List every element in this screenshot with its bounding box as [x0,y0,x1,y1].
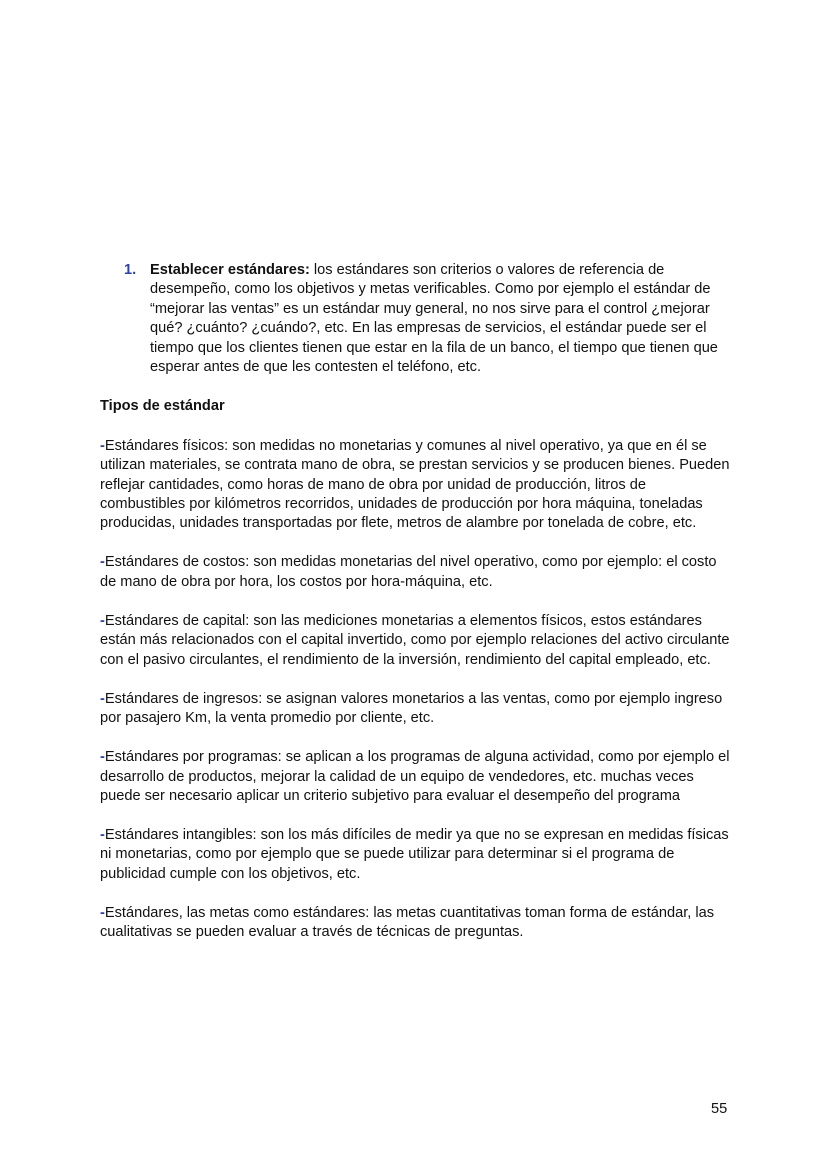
paragraph-text: Estándares de costos: son medidas monetarias del nivel operativo, como por ejemplo: el costo de mano de obra por hora, los costos por hora-máquina, etc. [100,554,717,590]
paragraph-income-standards [100,690,730,729]
section-heading: Tipos de estándar [100,398,225,415]
page-content [100,261,730,962]
dash-marker: - [100,749,105,766]
paragraph-text: Estándares, las metas como estándares: las metas cuantitativas toman forma de estándar, las cualitativas se pueden evaluar a través de técnicas de preguntas. [100,904,715,941]
dash-marker: - [100,826,105,843]
numbered-list-item [100,261,730,377]
list-number: 1. [124,262,137,278]
paragraph-text: Estándares de ingresos: se asignan valores monetarios a las ventas, como por ejemplo ingreso por pasajero Km, la venta promedio por cliente, etc. [100,690,723,727]
paragraph-text: Estándares intangibles: son los más difíciles de medir ya que no se expresan en medidas físicas ni monetarias, como por ejemplo que se puede utilizar para determinar si el programa de publicidad cumple con los objetivos, etc. [100,826,729,882]
dash-marker: - [100,437,105,454]
paragraph-capital-standards [100,612,730,670]
dash-marker: - [100,904,105,921]
paragraph-text: Estándares por programas: se aplican a los programas de alguna actividad, como por ejemplo el desarrollo de productos, mejorar la calidad de un equipo de vendedores, etc. muchas veces puede ser necesario aplicar un criterio subjetivo para evaluar el desempeño del programa [100,749,730,804]
dash-marker: - [100,690,105,707]
list-item-text: los estándares son criterios o valores de referencia de desempeño, como los objetivos y metas verificables. Como por ejemplo el estándar de “mejorar las ventas” es un estándar muy general, no nos sirve para el control ¿mejorar qué? ¿cuánto? ¿cuándo?, etc. En las empresas de servicios, el estándar puede ser el tiempo que los clientes tienen que estar en la fila de un banco, el tiempo que tienen que esperar antes de que les contesten el teléfono, etc. [150,262,718,376]
list-item-title: Establecer estándares: [150,262,310,278]
paragraph-program-standards [100,748,730,806]
paragraph-text: Estándares físicos: son medidas no monetarias y comunes al nivel operativo, ya que en él se utilizan materiales, se contrata mano de obra, se prestan servicios y se producen bienes. Pueden reflejar cantidades, como horas de mano de obra por unidad de producción, litros de combustibles por kilómetros recorridos, unidades de producción por hora máquina, toneladas producidas, unidades transportadas por flete, metros de alambre por tonelada de cobre, etc. [100,437,730,532]
dash-marker: - [100,612,105,629]
page-number: 55 [711,1101,728,1117]
paragraph-intangible-standards [100,826,730,884]
paragraph-goal-standards [100,904,730,943]
paragraph-physical-standards [100,437,730,534]
paragraph-text: Estándares de capital: son las mediciones monetarias a elementos físicos, estos estándares están más relacionados con el capital invertido, como por ejemplo relaciones del activo circulante con el pasivo circulantes, el rendimiento de la inversión, rendimiento del capital empleado, etc. [100,612,730,668]
paragraph-cost-standards [100,553,730,592]
dash-marker: - [100,554,105,571]
